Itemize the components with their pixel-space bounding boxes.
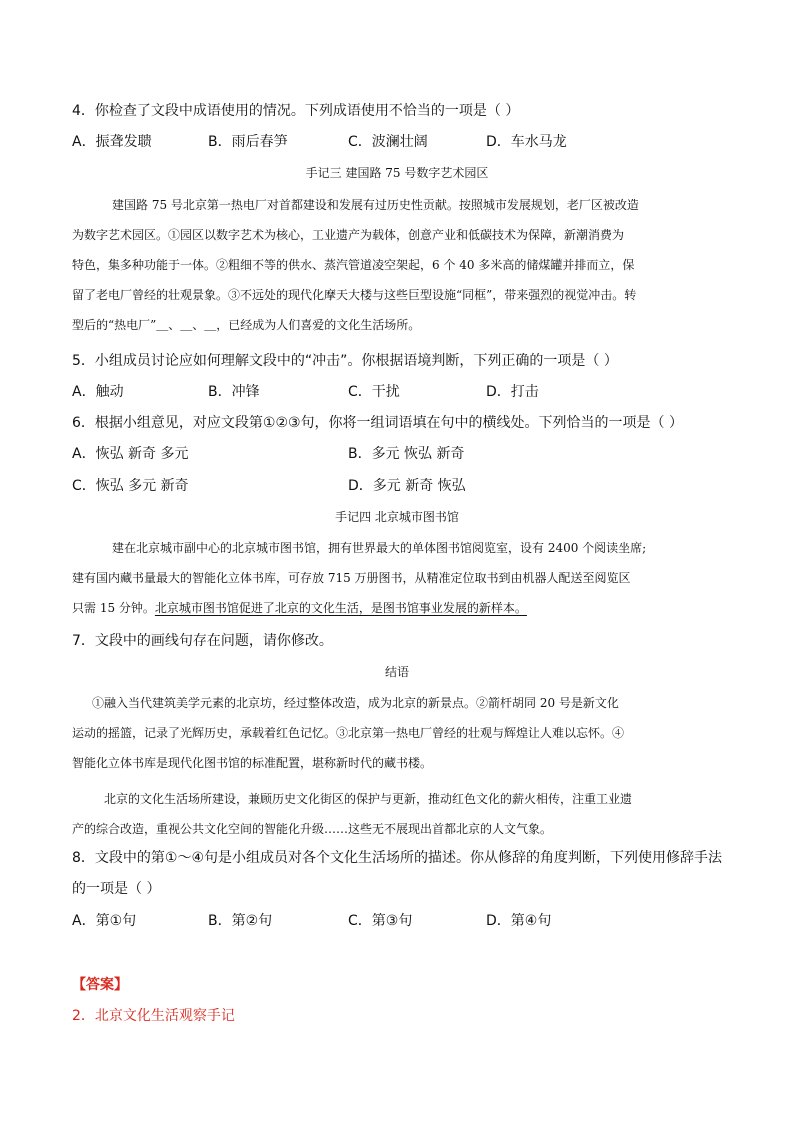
question-4-stem: 4．你检查了文段中成语使用的情况。下列成语使用不恰当的一项是（ ） <box>72 103 520 119</box>
paragraph-line <box>72 593 722 623</box>
question-5-stem: 5．小组成员讨论应如何理解文段中的“冲击”。你根据语境判断，下列正确的一项是（ ） <box>72 353 618 369</box>
paragraph-line: 型后的“热电厂”＿、＿、＿，已经成为人们喜爱的文化生活场所。 <box>72 318 421 332</box>
paragraph-text: 只需 15 分钟。 <box>72 601 155 615</box>
question-6-stem: 6．根据小组意见，对应文段第①②③句，你将一组词语填在句中的横线处。下列恰当的一项是（ ） <box>72 415 684 431</box>
paragraph-line: 为数字艺术园区。①园区以数字艺术为核心，工业遗产为载体，创意产业和低碳技术为保障，新潮消费为 <box>72 228 625 242</box>
q4-option-d: D．车水马龙 <box>486 134 567 150</box>
paragraph-line: 建有国内藏书量最大的智能化立体书库，可存放 715 万册图书，从精准定位取书到由机器人配送至阅览区 <box>72 571 631 585</box>
paragraph-line: 留了老电厂曾经的壮观景象。③不远处的现代化摩天大楼与这些巨型设施“同框”，带来强烈的视觉冲击。转 <box>72 288 637 302</box>
conclusion-paragraph-2 <box>72 784 722 844</box>
q8-option-b: B．第②句 <box>208 913 273 929</box>
paragraph-line: 建国路 75 号北京第一热电厂对首都建设和发展有过历史性贡献。按照城市发展规划，老厂区被改造 <box>112 198 639 212</box>
q6-option-b: B．多元 恢弘 新奇 <box>348 446 465 462</box>
q6-option-c: C．恢弘 多元 新奇 <box>72 478 189 494</box>
paragraph-line: 智能化立体书库是现代化图书馆的标准配置，堪称新时代的藏书楼。 <box>72 756 433 770</box>
q5-option-b: B．冲锋 <box>208 384 260 400</box>
paragraph-line: 特色，集多种功能于一体。②粗细不等的供水、蒸汽管道凌空架起，6 个 40 多米高的储煤罐并排而立，保 <box>72 258 635 272</box>
section-3-title: 手记三 建国路 75 号数字艺术园区 <box>305 166 489 180</box>
q4-option-b: B．雨后春笋 <box>208 134 288 150</box>
q5-option-c: C．干扰 <box>348 384 400 400</box>
paragraph-line: 运动的摇篮，记录了光辉历史，承载着红色记忆。③北京第一热电厂曾经的壮观与辉煌让人难以忘怀。④ <box>72 726 625 740</box>
q4-option-c: C．波澜壮阔 <box>348 134 428 150</box>
q6-option-a: A．恢弘 新奇 多元 <box>72 446 189 462</box>
q5-option-a: A．触动 <box>72 384 124 400</box>
paragraph-line: 产的综合改造，重视公共文化空间的智能化升级……这些无不展现出首都北京的人文气象。 <box>72 822 553 836</box>
question-8-stem-line-1: 8．文段中的第①～④句是小组成员对各个文化生活场所的描述。你从修辞的角度判断，下列使用修辞手法 <box>72 850 723 866</box>
underlined-sentence: 北京城市图书馆促进了北京的文化生活，是图书馆事业发展的新样本。 <box>154 601 527 615</box>
answer-label: 【答案】 <box>72 977 128 993</box>
section-4-title: 手记四 北京城市图书馆 <box>335 510 459 524</box>
q8-option-c: C．第③句 <box>348 913 413 929</box>
paragraph-line: 建在北京城市副中心的北京城市图书馆，拥有世界最大的单体图书馆阅览室，设有 2400 个阅读坐席; <box>112 541 647 555</box>
paragraph-line: 北京的文化生活场所建设，兼顾历史文化街区的保护与更新，推动红色文化的薪火相传，注重工业遗 <box>104 792 633 806</box>
section-4-paragraph <box>72 533 722 623</box>
conclusion-paragraph-1 <box>72 688 722 778</box>
section-3-paragraph <box>72 190 722 340</box>
paragraph-line: ①融入当代建筑美学元素的北京坊，经过整体改造，成为北京的新景点。②箭杆胡同 20 号是新文化 <box>92 696 619 710</box>
q8-option-a: A．第①句 <box>72 913 137 929</box>
conclusion-title: 结语 <box>384 665 409 679</box>
q5-option-d: D．打击 <box>486 384 539 400</box>
q8-option-d: D．第④句 <box>486 913 552 929</box>
q4-option-a: A．振聋发聩 <box>72 134 152 150</box>
question-8-stem-line-2: 的一项是（ ） <box>72 881 161 897</box>
q6-option-d: D．多元 新奇 恢弘 <box>348 478 466 494</box>
question-7-stem: 7．文段中的画线句存在问题，请你修改。 <box>72 633 333 649</box>
answer-item: 2．北京文化生活观察手记 <box>72 1008 235 1024</box>
